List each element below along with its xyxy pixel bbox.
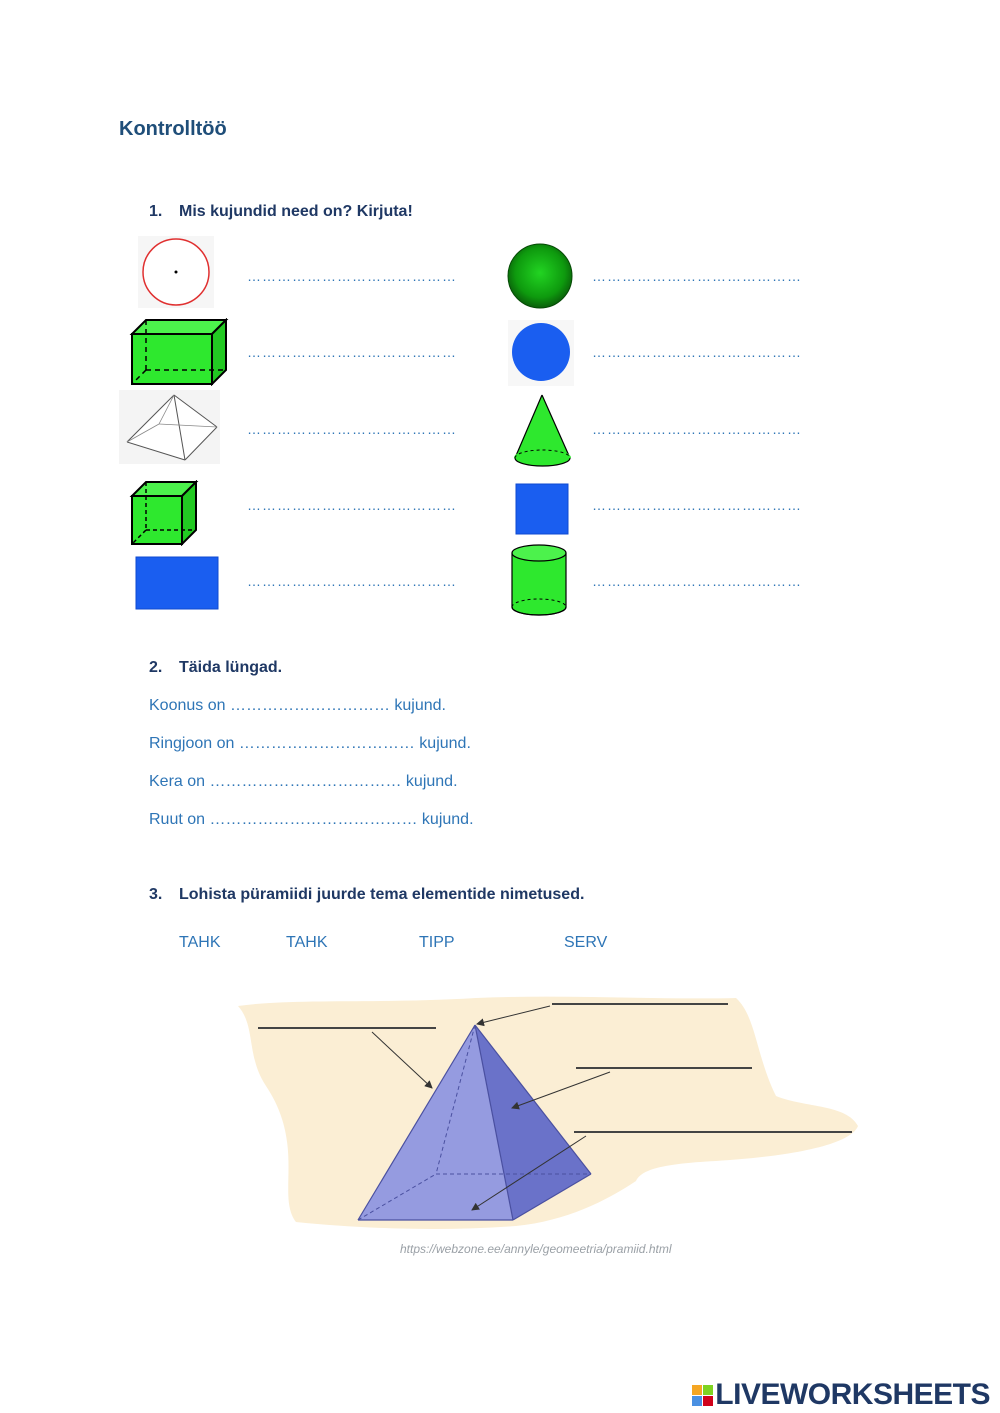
sphere-icon <box>505 241 575 311</box>
fill-blank-sentence[interactable]: Koonus on ………………………… kujund. <box>149 697 446 714</box>
answer-line-left-1[interactable]: …………………………………… <box>247 268 457 284</box>
drag-word-serv[interactable]: SERV <box>564 934 608 951</box>
rectangle-icon <box>134 556 220 610</box>
fill-blank-sentence[interactable]: Ruut on ………………………………… kujund. <box>149 811 474 828</box>
circle-outline-icon <box>138 236 214 308</box>
circle-filled-icon <box>508 320 574 386</box>
answer-line-right-2[interactable]: …………………………………… <box>592 344 802 360</box>
answer-line-left-2[interactable]: …………………………………… <box>247 344 457 360</box>
drag-word-tahk[interactable]: TAHK <box>179 934 221 951</box>
question-3-heading <box>149 886 584 904</box>
question-number: 3. <box>149 886 163 903</box>
drag-word-tahk[interactable]: TAHK <box>286 934 328 951</box>
question-1-heading <box>149 203 413 221</box>
answer-line-right-1[interactable]: …………………………………… <box>592 268 802 284</box>
drag-word-tipp[interactable]: TIPP <box>419 934 455 951</box>
answer-line-left-5[interactable]: …………………………………… <box>247 573 457 589</box>
logo-grid-icon <box>692 1385 713 1406</box>
fill-blank-sentence[interactable]: Ringjoon on …………………………… kujund. <box>149 735 471 752</box>
answer-line-right-5[interactable]: …………………………………… <box>592 573 802 589</box>
question-text: Lohista püramiidi juurde tema elementide nimetused. <box>179 886 585 903</box>
answer-line-left-3[interactable]: …………………………………… <box>247 421 457 437</box>
page-title: Kontrolltöö <box>119 118 227 140</box>
pyramid-diagram <box>236 996 860 1239</box>
brand-name: LIVEWORKSHEETS <box>715 1378 990 1411</box>
question-number: 2. <box>149 659 163 676</box>
image-source-caption: https://webzone.ee/annyle/geomeetria/pramiid.html <box>400 1242 672 1256</box>
answer-line-left-4[interactable]: …………………………………… <box>247 497 457 513</box>
question-text: Mis kujundid need on? Kirjuta! <box>179 203 413 220</box>
square-icon <box>514 482 570 536</box>
cylinder-icon <box>508 543 570 617</box>
question-number: 1. <box>149 203 163 220</box>
pyramid-wireframe-icon <box>119 390 220 464</box>
liveworksheets-logo[interactable] <box>692 1378 990 1412</box>
cube-icon <box>129 480 199 546</box>
cone-icon <box>511 393 575 469</box>
question-2-heading <box>149 659 282 677</box>
answer-line-right-4[interactable]: …………………………………… <box>592 497 802 513</box>
fill-blank-sentence[interactable]: Kera on ……………………………… kujund. <box>149 773 458 790</box>
rectangular-prism-icon <box>128 318 230 386</box>
question-text: Täida lüngad. <box>179 659 283 676</box>
answer-line-right-3[interactable]: …………………………………… <box>592 421 802 437</box>
